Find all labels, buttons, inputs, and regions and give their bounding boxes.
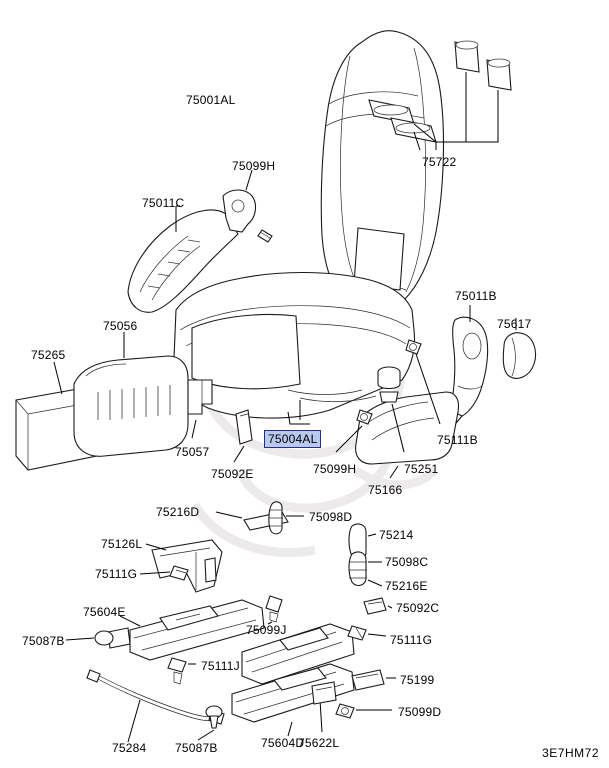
part-clip-75092C — [364, 598, 386, 614]
part-label-75111J: 75111J — [201, 659, 240, 673]
part-label-75111G-right: 75111G — [390, 633, 433, 647]
part-label-75604E: 75604E — [83, 605, 126, 619]
part-headrest-guide-75722-c — [455, 41, 479, 72]
part-label-75622L: 75622L — [298, 736, 340, 750]
part-bolt-75099D — [336, 704, 354, 718]
part-label-75216E: 75216E — [385, 579, 428, 593]
part-label-75011C: 75011C — [142, 196, 185, 210]
part-label-75092E: 75092E — [211, 467, 254, 481]
part-bushing-75251 — [378, 367, 400, 402]
part-side-shield-75166 — [356, 392, 459, 464]
part-label-75087B-left: 75087B — [22, 634, 65, 648]
part-spring-75098D — [269, 502, 283, 534]
part-side-cover-75056 — [74, 356, 188, 456]
part-label-75111G-left: 75111G — [95, 567, 138, 581]
part-label-75001AL: 75001AL — [186, 93, 236, 107]
part-label-75199: 75199 — [400, 673, 435, 687]
diagram-code: 3E7HM72 — [542, 746, 599, 760]
part-label-75099D: 75099D — [398, 705, 442, 719]
part-headrest-guide-75722-d — [487, 59, 511, 90]
part-bracket-75622L-end — [312, 682, 336, 704]
part-spring-75098C — [349, 552, 367, 585]
part-label-75251: 75251 — [404, 462, 439, 476]
part-label-75604D: 75604D — [261, 736, 305, 750]
part-label-75057: 75057 — [175, 445, 210, 459]
part-label-75087B-bottom: 75087B — [175, 741, 218, 755]
part-knob-75617 — [503, 333, 535, 379]
part-label-75166: 75166 — [368, 483, 403, 497]
part-label-75099H-bottom: 75099H — [313, 462, 357, 476]
part-bolt-75099J — [266, 596, 282, 622]
part-label-75098C: 75098C — [385, 555, 429, 569]
part-label-75011B: 75011B — [455, 289, 497, 303]
part-label-75722: 75722 — [422, 155, 457, 169]
part-label-75265: 75265 — [31, 348, 66, 362]
part-label-75056: 75056 — [103, 319, 138, 333]
part-label-75284: 75284 — [112, 741, 147, 755]
part-label-75099J: 75099J — [246, 623, 287, 637]
part-label-75617: 75617 — [497, 317, 532, 331]
part-label-75111B: 75111B — [437, 433, 478, 447]
part-bracket-75126L — [152, 540, 222, 592]
part-label-75214: 75214 — [379, 528, 414, 542]
part-bracket-75199 — [352, 670, 384, 690]
part-bolt-75111J — [168, 658, 186, 684]
part-label-75126L: 75126L — [101, 537, 143, 551]
part-label-75098D: 75098D — [309, 510, 353, 524]
part-label-75092C: 75092C — [396, 601, 440, 615]
part-label-75099H-top: 75099H — [232, 159, 276, 173]
part-label-75216D: 75216D — [156, 505, 200, 519]
part-label-75004AL-highlighted[interactable]: 75004AL — [264, 430, 321, 448]
part-cable-75284 — [87, 670, 224, 724]
